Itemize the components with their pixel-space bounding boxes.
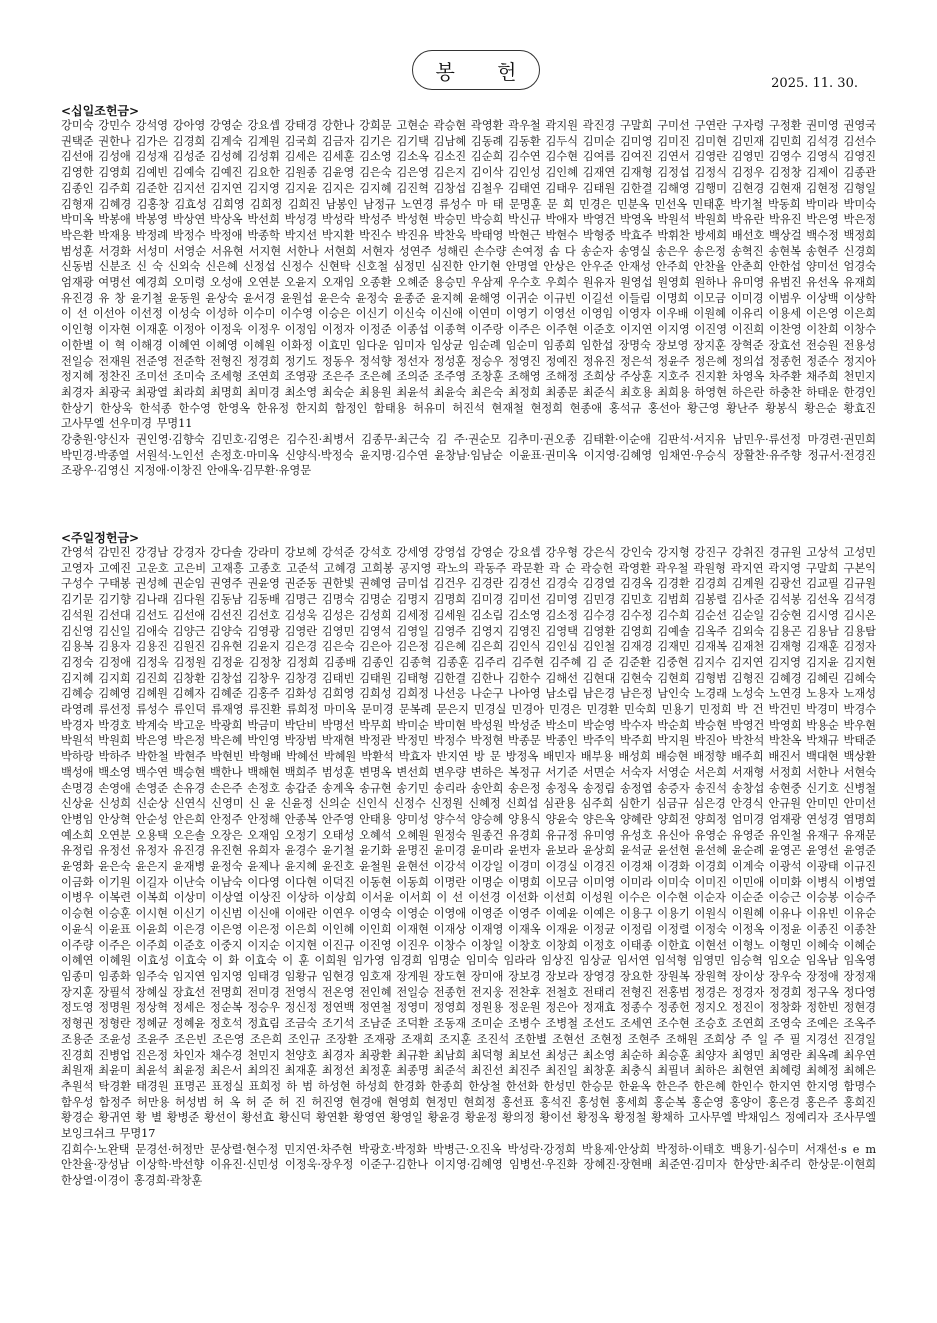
tithe-names: 강미숙 강민수 강석영 강아영 강영순 강요셉 강태경 강한나 강희문 고현순 곽승현 곽영환 곽우철 곽지원 곽진경 구말희 구미선 구연란 구자령 구정환 권미영 권영국 권택준 권한나 김가은 김경희 김계숙 김계원 김국희 김금자 김기은 김기택 김남혜 김동례 김동환 김두식 김미순 김미영 김미진 김미현 김민재 김민희 김석경 김선수 김선애 김성애 김성재 김성준 김성혜 김성휘 김세은 김세훈 김소영 김소옥 김소진 김순희 김수연 김수현 김여름 김여진 김연서 김영란 김영민 김영수 김영식 김영진 김영한 김영희 김예빈 김예숙 김예진 김요한 김원종 김윤영 김은숙 김은영 김은지 김이삭 김인성 김인혜 김재연 김재형 김정섭 김정식 김정우 김정창 김제이 김종관 김종인 김주희 김준한 김지선 김지연 김지영 김지윤 김지은 김지혜 김진혁 김창섭 김철우 김태연 김태우 김태원 김한결 김해영 김행미 김현경 김현재 김현정 김형일 김형재 김혜경 김홍창 김효성 김희영 김희정 김희진 남봉인 남정규 노연경 류성수 마 태 문명훈 문 희 민경은 민분옥 민선옥 민태훈 박기철 박동희 박미라 박미숙 박미옥 박봉애 박봉영 박상연 박상옥 박선희 박성경 박성락 박성주 박성현 박승민 박승희 박신규 박애자 박영건 박영옥 박원석 박원희 박유란 박유진 박은영 박은정 박은환 박재용 박정례 박정수 박정애 박종학 박지선 박지환 박진수 박진유 박찬욱 박태영 박현근 박현수 박형중 박효주 박휘찬 방세희 배선호 백상걸 백수정 백정희 범성훈 서경화 서성미 서영순 서유현 서지현 서한나 서현희 서현자 성연주 성해린 손수량 손여정 솜 다 송순자 송영실 송은우 송은정 송혁진 송현복 송현주 신경희 신동범 신분조 신 숙 신외숙 신은혜 신정섭 신정수 신현탁 신호철 심정민 심진한 안기현 안명열 안상은 안우준 안재성 안주희 안찬율 안춘희 안한섭 양미선 엄경숙 엄재광 여명선 예경희 오미령 오성애 오연분 오윤지 오재임 오종환 오혜준 용승민 우삼제 우수호 우희수 원유자 원영섭 원영희 원하나 유미영 유범진 유선옥 유재희 유진경 유 창 윤기철 윤동원 윤상숙 윤서경 윤원섭 윤은숙 윤정숙 윤종준 윤지혜 윤해영 이귀순 이규빈 이길선 이들림 이명희 이모금 이미경 이범우 이상백 이상학 이 선 이선아 이선정 이성숙 이성하 이수미 이수영 이승은 이신기 이신숙 이신애 이연미 이영기 이영선 이영임 이영자 이우배 이원혜 이유리 이용세 이은영 이은희 이인형 이자현 이재훈 이정아 이정욱 이정우 이정임 이정자 이정준 이종섭 이종혁 이주랑 이주은 이주현 이준호 이지연 이지영 이진영 이진희 이찬영 이찬희 이창수 이한별 이 혁 이해경 이혜연 이혜영 이혜원 이화정 이효민 임다운 임미자 임상균 임순례 임순미 임종희 임한섭 장명숙 장보영 장지훈 장혁준 장효선 전승원 전용성 전일승 전재원 전준영 전준학 전형진 정경희 정기도 정동우 정석향 정선자 정성훈 정승우 정영진 정예진 정유진 정은석 정윤주 정은혜 정의섭 정종헌 정준수 정지아 정지혜 정찬진 조미선 조미숙 조세형 조연희 조영광 조은주 조은혜 조의준 조주영 조창훈 조해영 조해정 조희상 주상훈 지호주 진지환 차영옥 차주환 채주희 천민지 최경자 최광국 최광열 최라희 최명희 최미경 최소영 최숙순 최용원 최윤석 최윤숙 최은숙 최정희 최종문 최준식 최호용 최희용 하영현 하은란 하충찬 하태운 한경인 한상기 한상욱 한석종 한수영 한영옥 한유정 한지희 함정인 함태용 허유미 허진석 현재철 현정희 현종애 홍석규 홍선아 황근영 황난주 황봉식 황은순 황효진 고사무엘 선우미경 무명11 xyxy=(61,119,876,431)
tithe-heading: <십일조헌금> xyxy=(61,104,140,118)
sunday-offering-names: 간영석 감민진 강경남 강경자 강다솔 강라미 강보혜 강석준 강석호 강세영 강영섭 강영순 강요셉 강우형 강은식 강인숙 강지형 강진구 강취진 경규원 고상석 고성민 고영자 고예진 고운호 고은비 고재흥 고종호 고준석 고혜경 고희봉 공지영 곽노의 곽동주 곽문환 곽 순 곽승헌 곽영환 곽우철 곽원형 곽지연 곽지영 구말희 구본익 구성수 구태봉 권성혜 권순임 권영주 권윤영 권준동 권한빛 권혜영 금미섭 김건우 김경란 김경선 김경숙 김경열 김경옥 김경환 김경희 김계원 김광선 김교필 김규원 김기문 김기향 김나래 김다원 김동남 김동배 김명근 김명숙 김명순 김명지 김명희 김미경 김미선 김미영 김민경 김민호 김범희 김봉렬 김사준 김석봉 김선옥 김석경 김석원 김선대 김선도 김선애 김선진 김선호 김성욱 김성은 김성희 김세정 김세원 김소림 김소영 김소정 김수경 김수정 김수희 김순선 김순일 김숭현 김시영 김시온 김신영 김신일 김애숙 김양근 김양숙 김영광 김영란 김영민 김영석 김영일 김영주 김영지 김영진 김영택 김영환 김영희 김예솔 김옥주 김외숙 김용곤 김용남 김용탐 김용복 김용자 김용진 김원진 김유현 김윤지 김은경 김은숙 김은아 김은정 김은혜 김은희 김인식 김인심 김인철 김재경 김재민 김재복 김재천 김재형 김재훈 김정자 김정숙 김정애 김정욱 김정원 김정윤 김정창 김정희 김종배 김종인 김종혁 김종훈 김주리 김주현 김주혜 김 준 김준환 김중현 김지수 김지연 김지영 김지윤 김지현 김지혜 김지희 김진희 김창환 김창섭 김창우 김창경 김태빈 김태원 김태형 김한결 김한나 김한수 김해선 김현대 김현숙 김현희 김형범 김형진 김혜경 김혜린 김혜숙 김혜승 김혜영 김혜원 김혜자 김혜준 김홍주 김화성 김희영 김희성 김희정 나선응 나순구 나아영 남소림 남은경 남은정 남인숙 노경래 노성숙 노연경 노용자 노재성 라영례 류선정 류성수 류인덕 류재영 류진환 류희정 마미옥 문미경 문복례 문은지 민경실 민경아 민경은 민경환 민숙희 민용기 민정희 박 건 박건민 박경미 박경수 박경자 박경호 박계숙 박고운 박광희 박금미 박단비 박명선 박무희 박미순 박미현 박성원 박성준 박소미 박순영 박수자 박순희 박승현 박영건 박영희 박용순 박우현 박원석 박원희 박은영 박은정 박은혜 박인영 박장범 박재현 박정관 박정민 박정수 박정현 박종문 박종인 박주익 박주희 박지원 박진아 박찬석 박찬옥 박채규 박태준 박하랑 박하주 박한철 박현주 박현빈 박형배 박혜선 박혜원 박환석 박효자 반지연 방 문 방정옥 배민자 배부용 배성희 배승현 배정향 배주희 배진서 백대현 백상환 백성애 백소영 백수연 백승현 백한나 백해현 백희주 범성훈 변명옥 변선희 변우량 변하은 복정규 서기준 서면순 서숙자 서영순 서은희 서재형 서정희 서한나 서현숙 손명경 손영애 손영준 손유경 손은주 손정호 송갑준 송계옥 송규현 송기민 송리라 송안희 송은정 송정옥 송정림 송정엽 송증자 송진석 송창섭 송현중 신기호 신병철 신상윤 신성희 신순상 신연식 신영미 신 윤 신윤정 신의순 신인식 신정수 신정원 신혜정 신희섭 심관용 심주희 심한기 심금규 심은경 안경식 안규원 안미민 안미선 안병임 안상혁 안순성 안은희 안정주 안정해 안종복 안주영 안태용 양미성 양수석 양승혜 양용식 양윤숙 양은옥 양혜란 양희전 양희정 엄미경 엄재광 연성경 염명희 예소희 오연분 오용택 오은솔 오장은 오재임 오정기 오태성 오혜석 오혜원 원정숙 원종건 유경희 유규정 유미영 유성호 유신아 유영순 유영준 유인철 유재구 유재문 유정림 유정선 유정자 유진경 유진현 유희자 윤경수 윤기철 윤기화 윤명진 윤미경 윤미라 윤번자 윤보라 윤상희 윤석균 윤선현 윤선혜 윤순례 윤영곤 윤영선 윤영준 윤영화 윤은숙 윤은지 윤재병 윤정숙 윤제나 윤지혜 윤진호 윤철원 윤현선 이강석 이강일 이경미 이경실 이경진 이경채 이경화 이경희 이계숙 이광석 이광태 이규진 이금화 이기원 이길자 이난숙 이남숙 이다영 이다현 이덕진 이동현 이동희 이명란 이명순 이명희 이모금 이미영 이미라 이미숙 이미진 이민애 이미화 이병식 이병열 이병우 이복련 이복희 이상미 이상열 이상진 이상하 이상희 이서윤 이서희 이 선 이선경 이선화 이선희 이성원 이수은 이수현 이순자 이순준 이승근 이승봉 이승주 이승현 이승훈 이시현 이신기 이신범 이신애 이애란 이연우 이영숙 이영순 이영애 이영준 이영주 이예윤 이예은 이용구 이용기 이원식 이원혜 이유나 이유빈 이유순 이윤식 이윤표 이윤희 이은경 이은영 이은정 이은희 이인혜 이인희 이재현 이재상 이재영 이재옥 이재윤 이정균 이정림 이정렬 이정숙 이정옥 이정윤 이종진 이종찬 이주량 이주은 이주희 이준호 이중지 이지순 이지현 이진규 이진영 이진우 이창수 이창일 이창호 이창희 이정호 이태종 이한효 이현선 이형노 이형민 이혜숙 이혜순 이혜연 이혜원 이효성 이효숙 이 화 이효숙 이 훈 이희원 임가영 임경희 임명순 임미숙 임라라 임상진 임상균 임서연 임석형 임영민 임승혁 임오순 임옥남 임옥영 임종미 임종화 임주숙 임지연 임지영 임태경 임황규 임현경 임호재 장게원 장도현 장미애 장보경 장보라 장영경 장요한 장원복 장원혁 장이상 장우숙 장정애 장정재 장지훈 장필석 장혜실 장효선 전명희 전미경 전영식 전온영 전인혜 전일승 전종헌 전지웅 전찬후 전철호 전태리 전형진 전홍범 정경은 정경자 정경희 정구옥 정다영 정도영 정명원 정상혁 정세은 정순복 정승우 정신정 정연백 정연철 정영미 정영희 정원용 정운원 정은아 정재효 정종수 정종헌 정지오 정진이 정창화 정한빈 정현경 정형권 정형란 정혜균 정혜윤 정호석 정효림 조금숙 조기석 조남준 조덕환 조동재 조미순 조병수 조병철 조선도 조세연 조수현 조승호 조연희 조영숙 조예은 조옥주 조용준 조윤성 조윤주 조은빈 조은영 조은희 조인규 조장환 조재광 조재희 조지훈 조진석 조한별 조현선 조현정 조현주 조해원 조희상 주 일 주 필 지경선 진경일 진경희 진병업 진은정 차인자 채수경 천민지 천양호 최경자 최광환 최규환 최남희 최덕형 최보선 최성근 최소영 최순하 최승훈 최양자 최영민 최영란 최옥례 최우연 최원재 최윤미 최윤석 최윤정 최은서 최의진 최재훈 최정선 최정훈 최종명 최준석 최진선 최진주 최진일 최창훈 최충식 최필녀 최하은 최현연 최혜령 최혜정 최혜은 추원석 탁경환 태경원 표명곤 표정실 표희정 하 범 하성현 하성희 한경화 한종희 한상철 한선화 한성민 한승문 한윤옥 한은주 한은혜 한인수 한지연 한지영 함명수 함우성 함정주 허만용 허성범 허 옥 허 준 허 진 허진영 현경애 현영희 현정민 현희정 홍선표 홍석진 홍성현 홍세희 홍순복 홍순영 홍양이 홍은경 홍은주 홍희진 황경순 황귀연 황 별 황병준 황선이 황선효 황신덕 황연환 황영연 황영일 황윤경 황윤정 황의정 황이선 황정옥 황정철 황채하 고사무엘 박채임스 정예리자 조사무엘 보잉크쉬크 무명17 xyxy=(61,546,876,1141)
tithe-family-names: 강충원·양신자 권인영·김향숙 김민호·김영은 김수진·최병서 김종무·최근숙 김 주·권순모 김추미·권오종 김태환·이순애 김판석·서지유 남민우·류선정 마경련·권민희 박민경·박종열 서원석·노인선 손정호·마미옥 신양식·박정숙 윤지명·김수연 윤창남·임남순 이윤표·권미옥 이지영·김혜영 임채연·우승식 장활찬·유주향 정규서·전경진 조광우·김영신 지정애·이창진 안애옥·김무환·유영문 xyxy=(61,433,876,478)
offering-title-text: 봉 헌 xyxy=(435,59,535,84)
bulletin-date: 2025. 11. 30. xyxy=(771,76,858,91)
sunday-offering-heading: <주일정헌금> xyxy=(61,531,140,545)
tithe-section xyxy=(61,104,876,479)
sunday-offering-family-names: 김희수·노완택 문경선·허정만 문상렬·현수정 민지연·차주현 박광호·박정화 박병근·오진옥 박성락·강정희 박용제·안상희 박정하·이태호 백용기·심수미 서재선·s e m 안찬율·장성남 이상학·박선향 이유진·신민성 이정욱·장우정 이준구·김한나 이지영·김혜영 임병선·우진화 장혜진·장현배 최준연·김미자 한상만·최주리 한상문·이현희 한상열·이경이 홍경희·곽창훈 xyxy=(61,1142,876,1188)
sunday-offering-section xyxy=(61,531,876,1189)
offering-title xyxy=(412,50,540,90)
